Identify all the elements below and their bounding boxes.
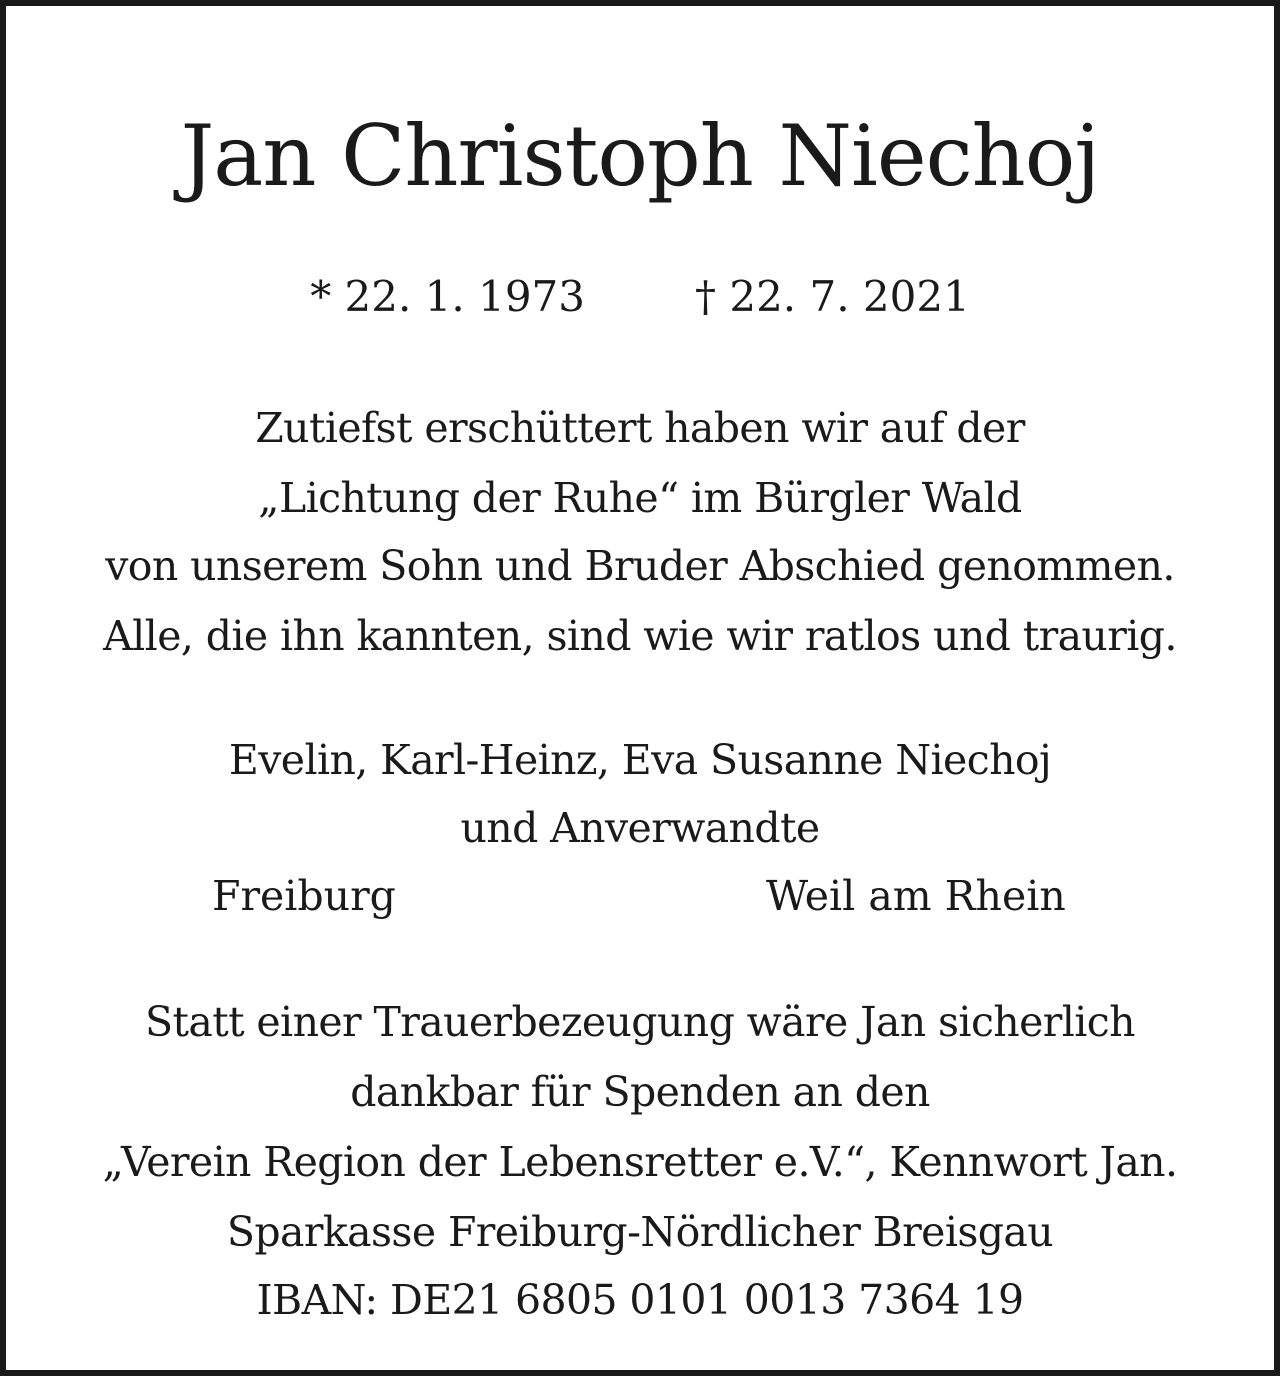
- donation-recipient: „Verein Region der Lebensretter e.V.“, Kennwort Jan.: [102, 1138, 1178, 1186]
- life-dates: [6, 272, 1274, 321]
- message-line-2: „Lichtung der Ruhe“ im Bürgler Wald: [258, 474, 1022, 522]
- birth-date: * 22. 1. 1973: [310, 272, 585, 321]
- deceased-name: Jan Christoph Niechoj: [180, 107, 1100, 205]
- donation-line-2: dankbar für Spenden an den: [350, 1068, 930, 1116]
- death-date: † 22. 7. 2021: [695, 272, 970, 321]
- city-weil-am-rhein: Weil am Rhein: [766, 872, 1066, 920]
- message-line-4: Alle, die ihn kannten, sind wie wir ratlos und traurig.: [103, 612, 1177, 660]
- bank-name: Sparkasse Freiburg-Nördlicher Breisgau: [226, 1208, 1054, 1256]
- message-line-1: Zutiefst erschüttert haben wir auf der: [255, 404, 1025, 452]
- donation-line-1: Statt einer Trauerbezeugung wäre Jan sicherlich: [145, 998, 1135, 1046]
- city-freiburg: Freiburg: [212, 872, 396, 920]
- message-line-3: von unserem Sohn und Bruder Abschied genommen.: [105, 542, 1175, 590]
- iban: IBAN: DE21 6805 0101 0013 7364 19: [256, 1276, 1024, 1324]
- family-relatives: und Anverwandte: [460, 804, 820, 852]
- family-names: Evelin, Karl-Heinz, Eva Susanne Niechoj: [228, 736, 1052, 784]
